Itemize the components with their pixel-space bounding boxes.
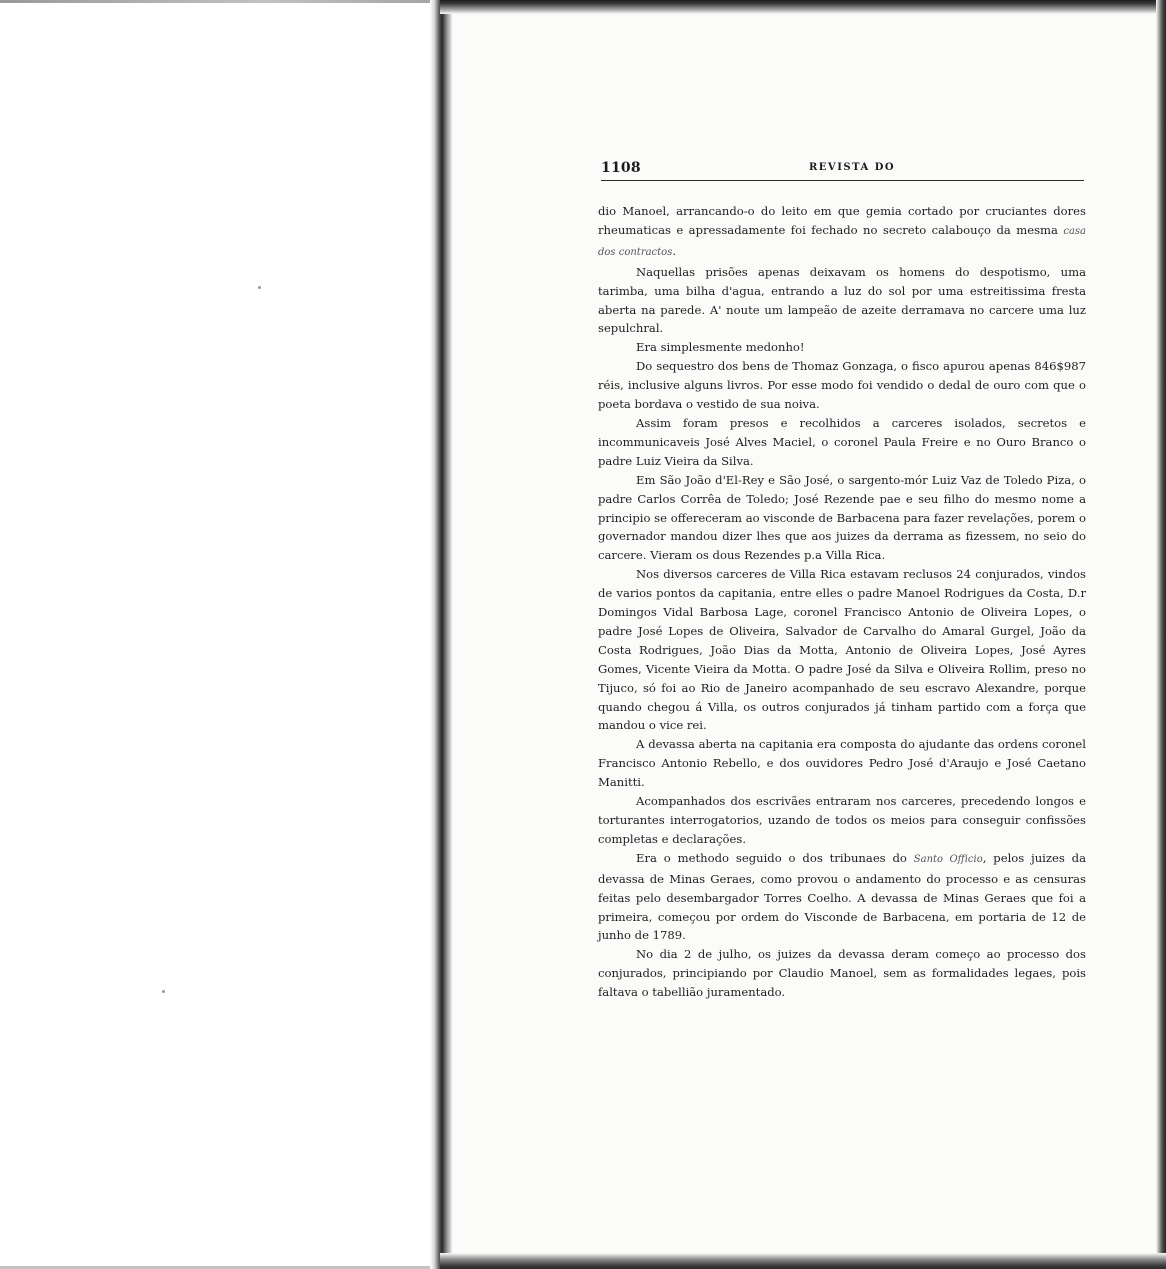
paragraph: Era o methodo seguido o dos tribunaes do Santo Officio, pelos juizes da devassa de Minas Geraes, como provou o andamento do processo e as censuras feitas pelo desembargador Torres Coelho. A devassa de Minas Geraes que foi a primeira, começou por ordem do Visconde de Barbacena, em portaria de 12 de junho de 1789.	[598, 850, 1086, 943]
page-bottom-edge	[440, 1253, 1166, 1269]
paragraph: A devassa aberta na capitania era composta do ajudante das ordens coronel Francisco Antonio Rebello, e dos ouvidores Pedro José d'Araujo e José Caetano Manitti.	[598, 737, 1086, 790]
scan-speck	[162, 990, 165, 993]
page-header	[601, 160, 1084, 181]
page-number: 1108	[601, 160, 641, 176]
page-top-edge	[440, 0, 1166, 14]
italic-phrase: casa dos contractos	[598, 225, 1086, 258]
paragraph: Nos diversos carceres de Villa Rica estavam reclusos 24 conjurados, vindos de varios pontos da capitania, entre elles o padre Manoel Rodrigues da Costa, D.r Domingos Vidal Barbosa Lage, coronel Francisco Antonio de Oliveira Lopes, o padre José Lopes de Oliveira, Salvador de Carvalho do Amaral Gurgel, João da Costa Rodrigues, João Dias da Motta, Antonio de Oliveira Lopes, José Ayres Gomes, Vicente Vieira da Motta. O padre José da Silva e Oliveira Rollim, preso no Tijuco, só foi ao Rio de Janeiro acompanhado de seu escravo Alexandre, porque quando chegou á Villa, os outros conjurados já tinham partido com a força que mandou o vice rei.	[598, 567, 1086, 733]
paragraph: Em São João d'El-Rey e São José, o sargento-mór Luiz Vaz de Toledo Piza, o padre Carlos Corrêa de Toledo; José Rezende pae e seu filho do mesmo nome a principio se offereceram ao visconde de Barbacena para fazer revelações, porem o governador mandou dizer lhes que aos juizes da derrama as fizessem, no seio do carcere. Vieram os dous Rezendes p.a Villa Rica.	[598, 472, 1086, 563]
paragraph: Naquellas prisões apenas deixavam os homens do despotismo, uma tarimba, uma bilha d'agua, entrando a luz do sol por uma estreitissima fresta aberta na parede. A' noute um lampeão de azeite derramava no carcere uma luz sepulchral.	[598, 264, 1086, 336]
running-head: REVISTA DO	[809, 162, 896, 173]
paragraph: Era simplesmente medonho!	[636, 340, 805, 355]
page-right-edge	[1156, 0, 1166, 1269]
paragraph: Do sequestro dos bens de Thomaz Gonzaga, o fisco apurou apenas 846$987 réis, inclusive alguns livros. Por esse modo foi vendido o dedal de ouro com que o poeta bordava o vestido de sua noiva.	[598, 359, 1086, 412]
paragraph: Acompanhados dos escrivães entraram nos carceres, precedendo longos e torturantes interrogatorios, uzando de todos os meios para conseguir confissões completas e declarações.	[598, 794, 1086, 846]
paragraph: Assim foram presos e recolhidos a carceres isolados, secretos e incommunicaveis José Alves Maciel, o coronel Paula Freire e no Ouro Branco o padre Luiz Vieira da Silva.	[598, 415, 1086, 468]
italic-phrase: Santo Officio	[913, 853, 983, 865]
scan-speck	[258, 286, 261, 289]
paragraph: No dia 2 de julho, os juizes da devassa deram começo ao processo dos conjurados, principiando por Claudio Manoel, sem as formalidades legaes, pois faltava o tabellião juramentado.	[598, 947, 1086, 1000]
left-blank-area	[0, 0, 436, 1269]
book-spine	[430, 0, 452, 1269]
top-scan-edge	[0, 0, 440, 3]
paragraph: dio Manoel, arrancando-o do leito em que gemia cortado por cruciantes dores rheumaticas e apressadamente foi fechado no secreto calabouço da mesma casa dos contractos.	[598, 204, 1086, 258]
body-text	[598, 202, 1086, 1002]
